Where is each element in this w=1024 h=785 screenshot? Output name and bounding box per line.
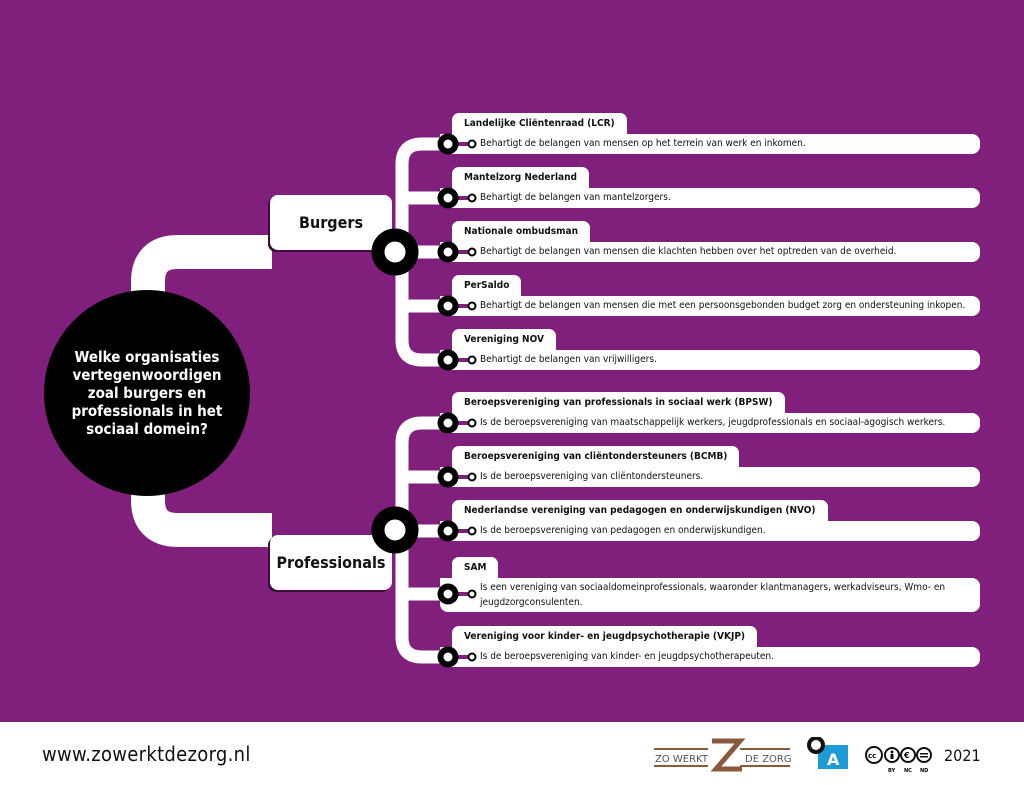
year: 2021	[944, 746, 981, 765]
organization-description: Behartigt de belangen van mensen die klachten hebben over het optreden van de overheid.	[440, 242, 980, 262]
logo-right-text: DE ZORG	[745, 754, 792, 765]
svg-text:BY: BY	[888, 768, 896, 774]
organization-description: Is de beroepsvereniging van cliëntondersteuners.	[440, 467, 980, 487]
organization-title: Vereniging voor kinder- en jeugdpsychotherapie (VKJP)	[452, 626, 757, 648]
organization-description: Behartigt de belangen van mantelzorgers.	[440, 188, 980, 208]
svg-text:NC: NC	[904, 768, 912, 774]
organization-title: Landelijke Cliëntenraad (LCR)	[452, 113, 627, 135]
organization-description: Is de beroepsvereniging van kinder- en jeugdpsychotherapeuten.	[440, 647, 980, 667]
logo-left-text: ZO WERKT	[655, 754, 708, 765]
organization-description: Behartigt de belangen van mensen op het terrein van werk en inkomen.	[440, 134, 980, 154]
organization-title: Beroepsvereniging van professionals in sociaal werk (BPSW)	[452, 392, 785, 414]
organization-description: Is een vereniging van sociaaldomeinprofessionals, waaronder klantmanagers, werkadviseurs, Wmo- en jeugdzorgconsulenten.	[440, 578, 980, 612]
organization-description: Is de beroepsvereniging van pedagogen en onderwijskundigen.	[440, 521, 980, 541]
organization-title: Beroepsvereniging van cliëntondersteuners (BCMB)	[452, 446, 739, 468]
organization-description: Behartigt de belangen van mensen die met een persoonsgebonden budget zorg en ondersteuning inkopen.	[440, 296, 980, 316]
organization-title: SAM	[452, 557, 498, 579]
svg-text:€: €	[904, 751, 910, 760]
organization-description: Is de beroepsvereniging van maatschappelijk werkers, jeugdprofessionals en sociaal-agogisch werkers.	[440, 413, 980, 433]
website-url[interactable]: www.zowerktdezorg.nl	[42, 742, 251, 766]
svg-text:cc: cc	[868, 752, 877, 760]
organization-description: Behartigt de belangen van vrijwilligers.	[440, 350, 980, 370]
organization-title: PerSaldo	[452, 275, 521, 297]
organization-title: Nederlandse vereniging van pedagogen en onderwijskundigen (NVO)	[452, 500, 828, 522]
publisher-logo-letter: A	[827, 750, 840, 769]
svg-text:ND: ND	[920, 768, 929, 774]
branch-spine	[402, 423, 448, 657]
group-box-professionals: Professionals	[270, 535, 392, 590]
organization-title: Nationale ombudsman	[452, 221, 590, 243]
central-question: Welke organisaties vertegenwoordigen zoal burgers en professionals in het sociaal domein?	[44, 290, 250, 496]
group-box-burgers: Burgers	[270, 195, 392, 250]
zo-werkt-de-zorg-logo	[650, 735, 795, 775]
organization-title: Vereniging NOV	[452, 329, 556, 351]
cc-license-icon	[865, 745, 935, 775]
publisher-logo	[806, 737, 850, 771]
organization-title: Mantelzorg Nederland	[452, 167, 589, 189]
